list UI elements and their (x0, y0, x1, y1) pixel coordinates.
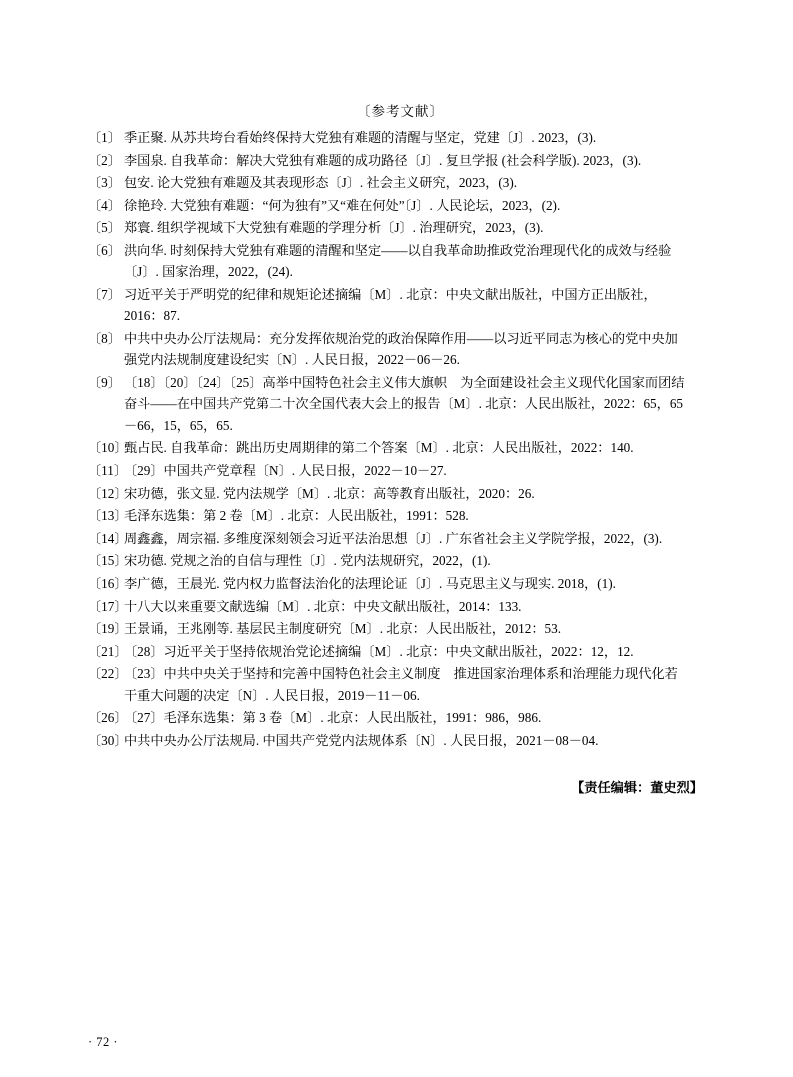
reference-line: 徐艳玲. 大党独有难题：“何为独有”又“难在何处”〔J〕. 人民论坛，2023，(2). (124, 197, 561, 213)
reference-entry (88, 127, 713, 148)
reference-text (124, 217, 713, 238)
reference-line: 宋功德. 党规之治的自信与理性〔J〕. 党内法规研究，2022，(1). (124, 553, 491, 569)
reference-line: 〔23〕中共中央关于坚持和完善中国特色社会主义制度 推进国家治理体系和治理能力现代化若 (124, 666, 678, 682)
reference-text (124, 437, 713, 458)
reference-entry (88, 483, 713, 504)
reference-number: 〔2〕 (88, 152, 121, 168)
reference-number: 〔22〕 (88, 666, 128, 682)
reference-entry (88, 573, 713, 594)
reference-line: 季正聚. 从苏共垮台看始终保持大党独有难题的清醒与坚定，党建〔J〕. 2023，(3). (124, 130, 597, 145)
reference-number: 〔12〕 (88, 485, 128, 501)
reference-text (124, 573, 713, 594)
reference-text (124, 483, 713, 504)
reference-entry (88, 528, 713, 549)
reference-entry (88, 460, 713, 481)
reference-line: 毛泽东选集：第 2 卷〔M〕. 北京：人民出版社，1991：528. (124, 508, 469, 524)
reference-number: 〔10〕 (88, 440, 128, 456)
reference-text (124, 328, 713, 371)
reference-entry (88, 150, 713, 171)
reference-entry (88, 505, 713, 526)
reference-line: 2016：87. (124, 308, 181, 324)
reference-entry (88, 437, 713, 458)
reference-number: 〔13〕 (88, 508, 128, 524)
reference-entry (88, 596, 713, 617)
reference-entry (88, 707, 713, 728)
reference-number: 〔16〕 (88, 575, 128, 591)
reference-number: 〔1〕 (88, 130, 121, 145)
reference-text (124, 150, 713, 171)
reference-text (124, 460, 713, 481)
reference-number: 〔15〕 (88, 553, 128, 569)
reference-entry (88, 663, 713, 706)
reference-line: 干重大问题的决定〔N〕. 人民日报，2019－11－06. (124, 687, 420, 703)
reference-line: 甄占民. 自我革命：跳出历史周期律的第二个答案〔M〕. 北京：人民出版社，2022：140. (124, 440, 634, 456)
reference-line: 强党内法规制度建设纪实〔N〕. 人民日报，2022－06－26. (124, 352, 460, 368)
reference-text (124, 618, 713, 639)
reference-number: 〔21〕 (88, 643, 128, 659)
reference-line: 李国泉. 自我革命：解决大党独有难题的成功路径〔J〕. 复旦学报 (社会科学版). 2023，(3). (124, 152, 642, 168)
page-number: · 72 · (88, 1035, 119, 1049)
reference-number: 〔30〕 (88, 732, 128, 748)
references-heading: 〔参考文献〕 (357, 104, 444, 119)
reference-entry (88, 372, 713, 436)
reference-line: 周鑫鑫，周宗福. 多维度深刻领会习近平法治思想〔J〕. 广东省社会主义学院学报，2022，(3). (124, 530, 663, 546)
reference-number: 〔3〕 (88, 175, 121, 191)
reference-text (124, 284, 713, 327)
reference-text (124, 663, 713, 706)
reference-line: 十八大以来重要文献选编〔M〕. 北京：中央文献出版社，2014：133. (124, 598, 522, 614)
reference-line: －66，15，65，65. (124, 417, 233, 433)
reference-number: 〔19〕 (88, 621, 128, 637)
reference-number: 〔17〕 (88, 598, 128, 614)
reference-number: 〔7〕 (88, 286, 121, 302)
reference-line: 宋功德，张文显. 党内法规学〔M〕. 北京：高等教育出版社，2020：26. (124, 485, 535, 501)
reference-text (124, 730, 713, 751)
reference-text (124, 550, 713, 571)
reference-entry (88, 618, 713, 639)
reference-line: 〔J〕. 国家治理，2022，(24). (124, 264, 293, 280)
reference-number: 〔26〕 (88, 710, 128, 726)
references-list (88, 127, 713, 751)
reference-line: 〔29〕中国共产党章程〔N〕. 人民日报，2022－10－27. (124, 462, 447, 478)
reference-line: 中共中央办公厅法规局：充分发挥依规治党的政治保障作用——以习近平同志为核心的党中央加 (124, 330, 678, 346)
reference-text (124, 127, 713, 148)
reference-entry (88, 195, 713, 216)
reference-entry (88, 328, 713, 371)
reference-number: 〔14〕 (88, 530, 128, 546)
reference-line: 洪向华. 时刻保持大党独有难题的清醒和坚定——以自我革命助推政党治理现代化的成效与经验 (124, 242, 672, 258)
reference-number: 〔11〕 (88, 462, 128, 478)
reference-text (124, 172, 713, 193)
reference-line: 郑寰. 组织学视域下大党独有难题的学理分析〔J〕. 治理研究，2023，(3). (124, 220, 544, 236)
reference-text (124, 596, 713, 617)
reference-number: 〔9〕 (88, 374, 121, 390)
reference-line: 〔18〕〔20〕〔24〕〔25〕高举中国特色社会主义伟大旗帜 为全面建设社会主义现代化国家而团结 (124, 374, 685, 390)
reference-entry (88, 730, 713, 751)
reference-entry (88, 550, 713, 571)
reference-line: 中共中央办公厅法规局. 中国共产党党内法规体系〔N〕. 人民日报，2021－08－04. (124, 732, 599, 748)
reference-text (124, 240, 713, 283)
reference-entry (88, 641, 713, 662)
reference-number: 〔4〕 (88, 197, 121, 213)
reference-line: 习近平关于严明党的纪律和规矩论述摘编〔M〕. 北京：中央文献出版社，中国方正出版社， (124, 286, 657, 302)
editor-note: 【责任编辑：董史烈】 (571, 780, 703, 796)
reference-line: 王景诵，王兆刚等. 基层民主制度研究〔M〕. 北京：人民出版社，2012：53. (124, 621, 562, 637)
reference-line: 奋斗——在中国共产党第二十次全国代表大会上的报告〔M〕. 北京：人民出版社，2022：65，65 (124, 396, 684, 412)
references-section (88, 100, 713, 796)
reference-line: 李广德，王晨光. 党内权力监督法治化的法理论证〔J〕. 马克思主义与现实. 2018，(1). (124, 575, 616, 591)
reference-line: 〔27〕毛泽东选集：第 3 卷〔M〕. 北京：人民出版社，1991：986，986. (124, 710, 542, 726)
reference-entry (88, 240, 713, 283)
reference-line: 〔28〕习近平关于坚持依规治党论述摘编〔M〕. 北京：中央文献出版社，2022：12，12. (124, 643, 634, 659)
reference-entry (88, 172, 713, 193)
reference-text (124, 372, 713, 436)
reference-text (124, 528, 713, 549)
reference-text (124, 505, 713, 526)
reference-text (124, 195, 713, 216)
reference-number: 〔6〕 (88, 242, 121, 258)
reference-number: 〔8〕 (88, 330, 121, 346)
reference-text (124, 707, 713, 728)
reference-line: 包安. 论大党独有难题及其表现形态〔J〕. 社会主义研究，2023，(3). (124, 175, 518, 191)
reference-text (124, 641, 713, 662)
reference-number: 〔5〕 (88, 220, 121, 236)
reference-entry (88, 217, 713, 238)
reference-entry (88, 284, 713, 327)
